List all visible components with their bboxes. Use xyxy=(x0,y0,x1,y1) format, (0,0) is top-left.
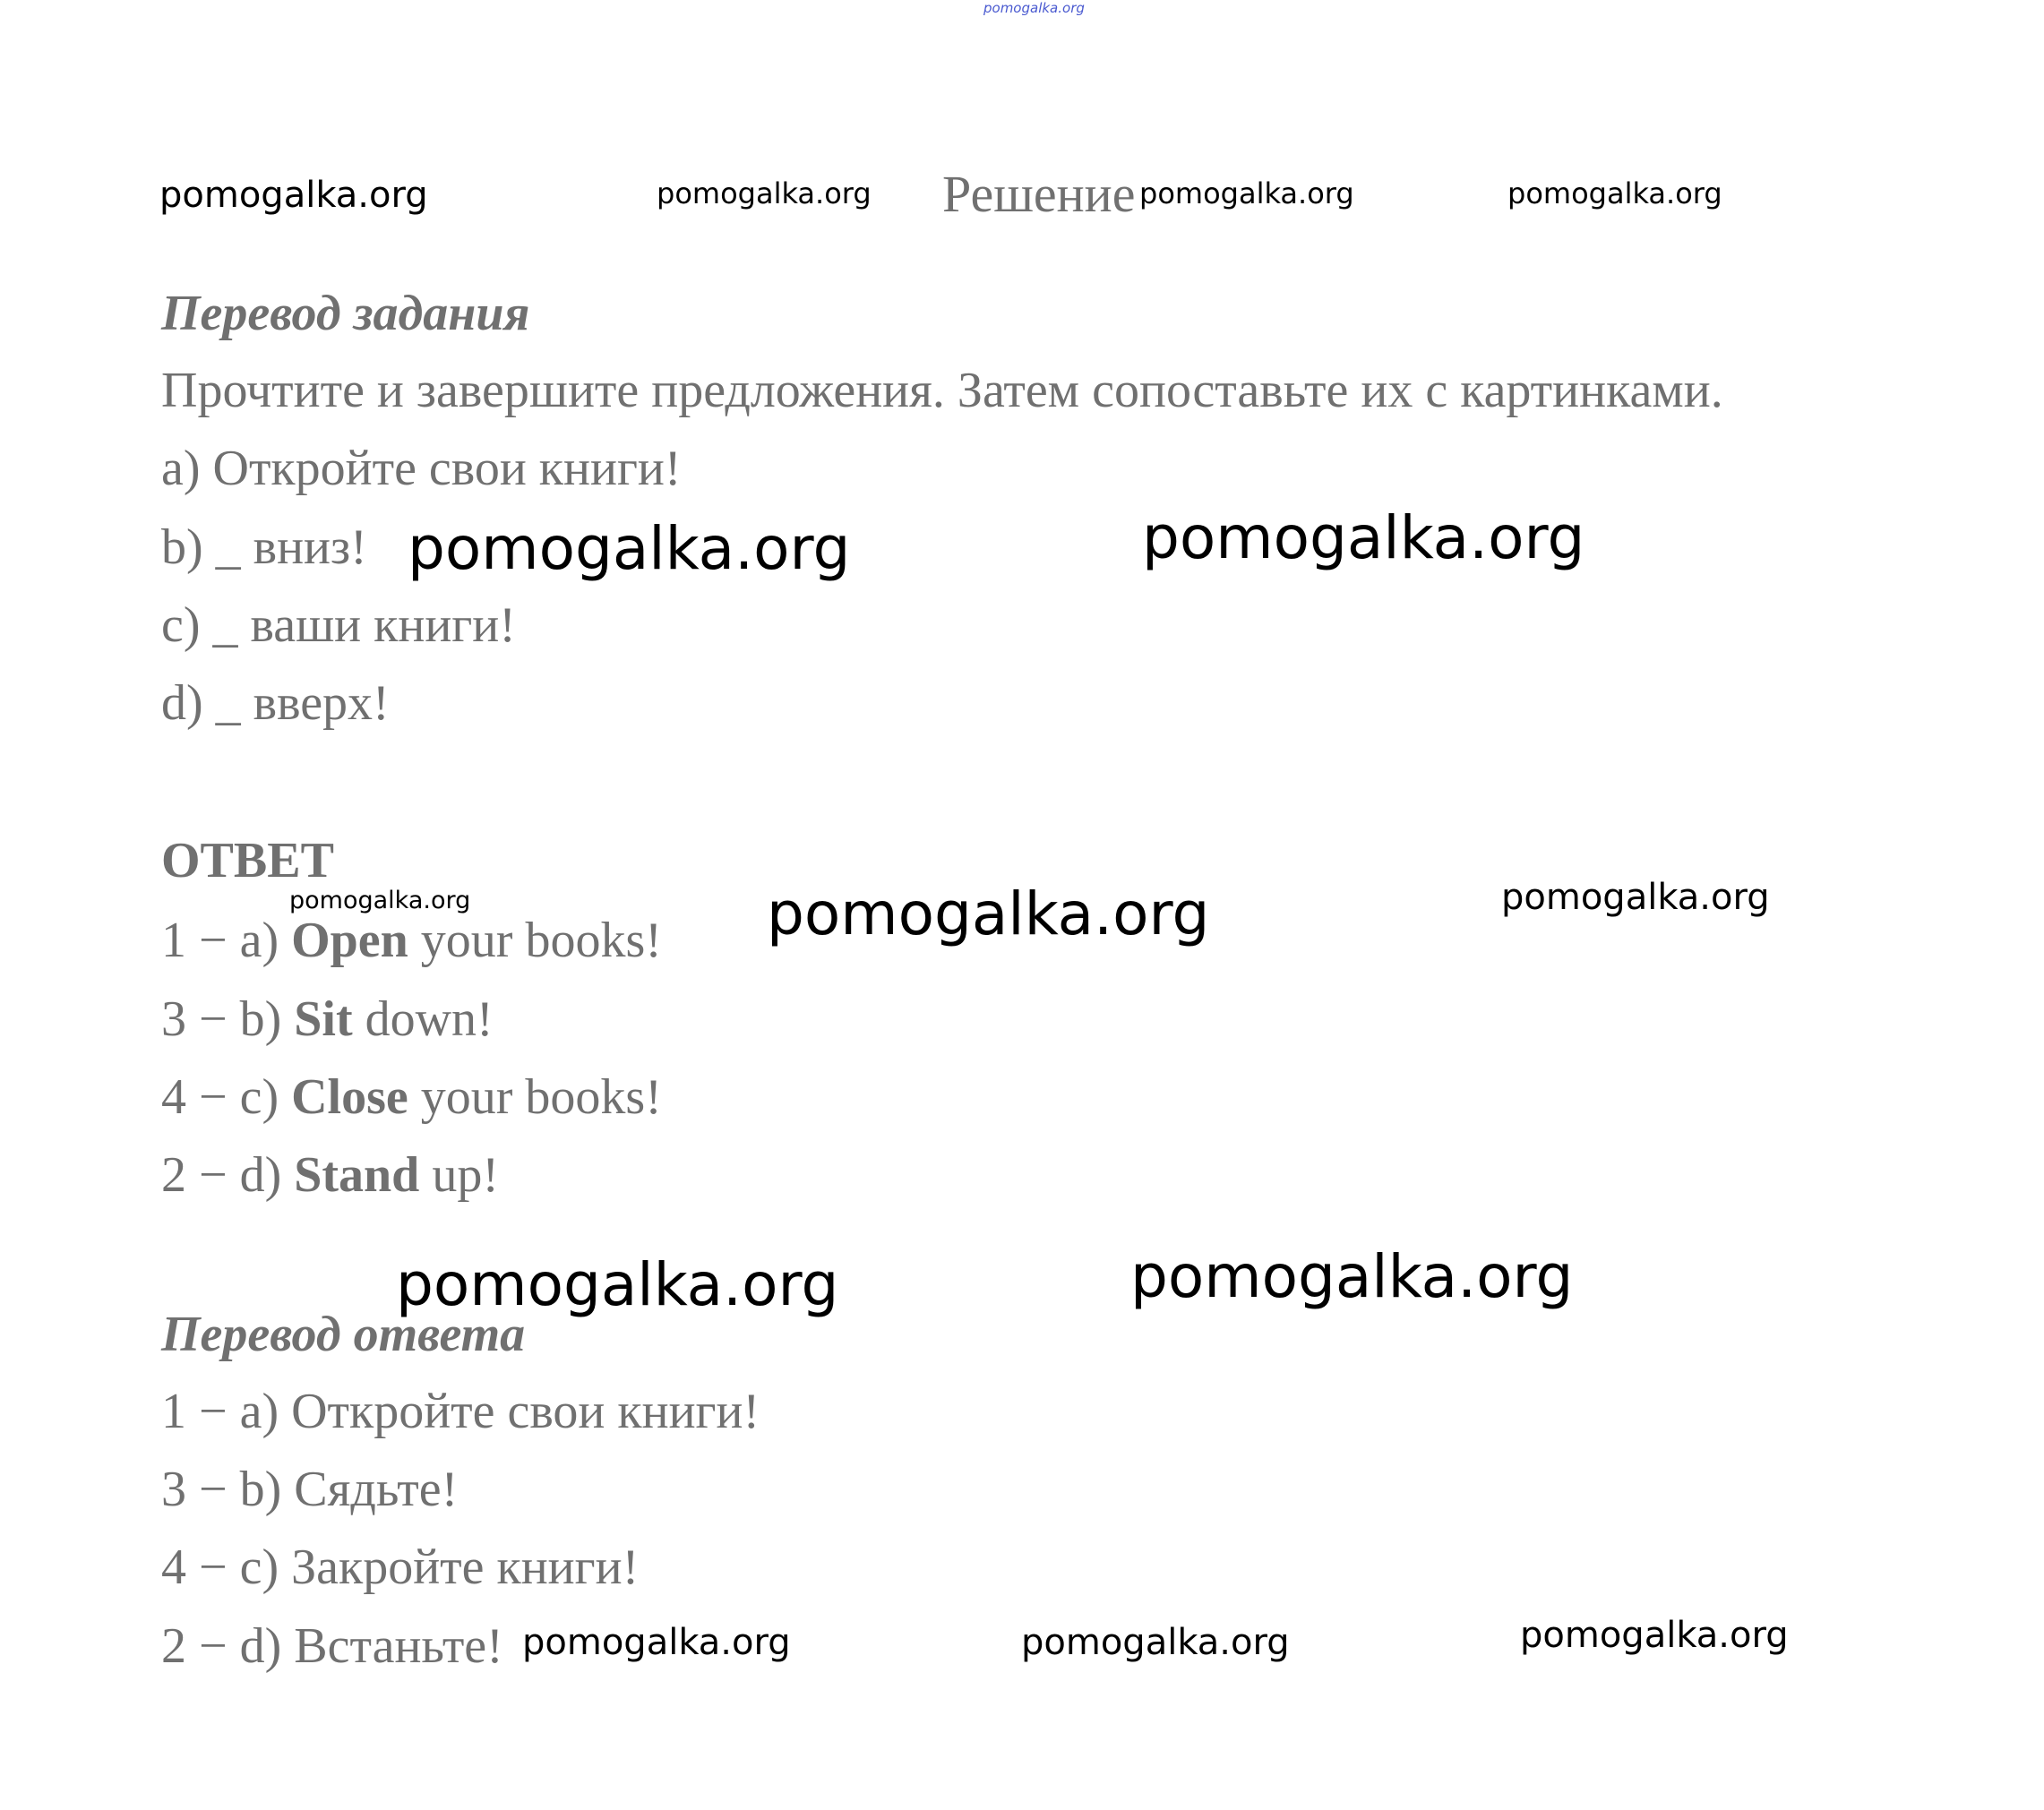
watermark-large-3: pomogalka.org xyxy=(767,879,1210,948)
watermark-small-answer: pomogalka.org xyxy=(289,887,471,914)
watermark-large-1: pomogalka.org xyxy=(408,514,851,583)
answer-keyword: Stand xyxy=(294,1147,420,1203)
watermark-bottom-2: pomogalka.org xyxy=(1021,1622,1290,1663)
task-instruction: Прочтите и завершите предложения. Затем сопоставьте их с картинками. xyxy=(161,363,1723,418)
page-title: Решение xyxy=(942,165,1136,223)
watermark-header-2: pomogalka.org xyxy=(657,176,872,210)
watermark-header-3: pomogalka.org xyxy=(1139,176,1354,210)
watermark-top: pomogalka.org xyxy=(983,0,1085,16)
watermark-large-4: pomogalka.org xyxy=(396,1250,839,1319)
answer-item-2: 3 − b) Sit down! xyxy=(161,991,494,1047)
answer-item-1: 1 − a) Open your books! xyxy=(161,913,662,968)
task-item-c: c) _ ваши книги! xyxy=(161,597,516,653)
answer-item-3: 4 − c) Close your books! xyxy=(161,1069,662,1125)
translation-item-1: 1 − a) Откройте свои книги! xyxy=(161,1384,760,1439)
watermark-large-5: pomogalka.org xyxy=(1130,1242,1574,1311)
translation-item-4: 2 − d) Встаньте! xyxy=(161,1618,503,1674)
answer-heading: ОТВЕТ xyxy=(161,833,334,888)
translation-item-2: 3 − b) Сядьте! xyxy=(161,1462,459,1517)
translation-item-3: 4 − c) Закройте книги! xyxy=(161,1540,640,1595)
watermark-bottom-1: pomogalka.org xyxy=(522,1622,791,1663)
task-item-d: d) _ вверх! xyxy=(161,675,390,731)
watermark-header-4: pomogalka.org xyxy=(1507,176,1722,210)
watermark-large-2: pomogalka.org xyxy=(1142,503,1585,572)
answer-keyword: Sit xyxy=(294,991,353,1047)
answer-keyword: Close xyxy=(291,1069,408,1125)
task-item-b: b) _ вниз! xyxy=(161,519,367,575)
task-item-a: a) Откройте свои книги! xyxy=(161,441,682,496)
watermark-header-1: pomogalka.org xyxy=(159,175,428,216)
watermark-answer-right: pomogalka.org xyxy=(1501,877,1770,918)
answer-translation-heading: Перевод ответа xyxy=(161,1307,526,1362)
answer-item-4: 2 − d) Stand up! xyxy=(161,1147,499,1203)
watermark-bottom-3: pomogalka.org xyxy=(1520,1615,1789,1656)
task-translation-heading: Перевод задания xyxy=(161,286,530,341)
answer-keyword: Open xyxy=(291,913,408,968)
